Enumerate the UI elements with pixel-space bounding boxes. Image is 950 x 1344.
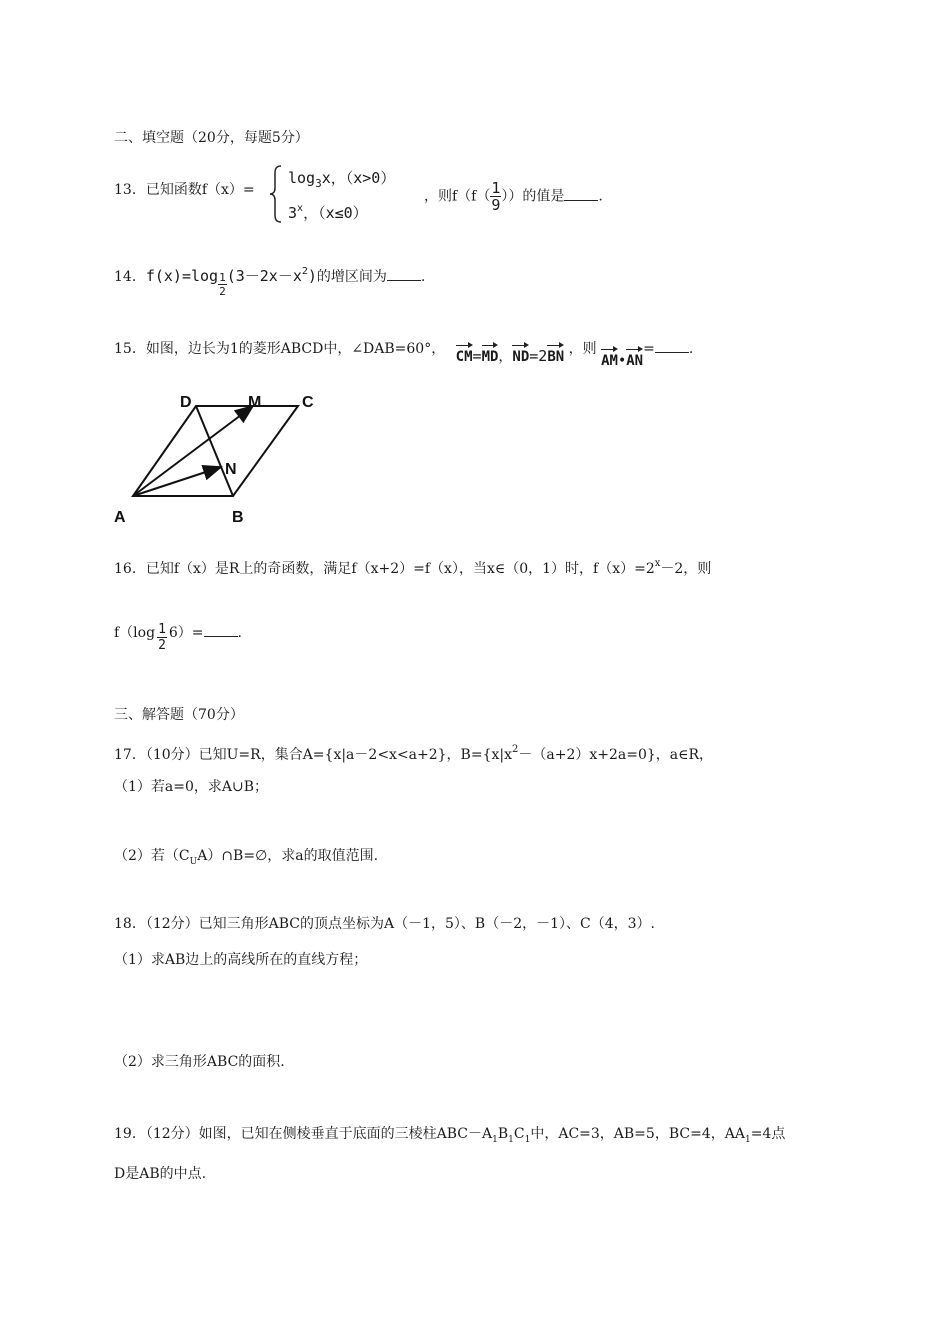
q16-frac-num: 1 (158, 622, 166, 637)
question-19-line-1 (114, 1124, 785, 1150)
label-a: A (114, 509, 126, 526)
q14-end: . (420, 269, 426, 285)
q16-log: f（log (114, 625, 156, 641)
q13-power-base: 3 (288, 204, 298, 222)
vector-cm: CM (455, 349, 473, 365)
q15-dot: • (617, 353, 627, 369)
q16-exp: x (654, 558, 661, 569)
q15-eq1: = (472, 347, 482, 365)
q13-case-1-rest: x，（x>0） (321, 169, 396, 187)
q19-b: B (497, 1126, 509, 1142)
q19-s4: 1 (744, 1135, 751, 1145)
q16-line2-b: 6）= (168, 625, 204, 641)
q14-answer-blank[interactable] (387, 266, 421, 281)
label-m: M (248, 394, 262, 411)
q16-end: . (237, 625, 242, 641)
q19-a: 19．（12分）如图，已知在侧棱垂直于底面的三棱柱ABC－A (114, 1126, 493, 1142)
q17-exp: 2 (512, 744, 519, 755)
q13-case-1 (288, 167, 395, 190)
arrow-am (133, 406, 253, 496)
q14-text: 的增区间为 (316, 269, 387, 285)
q17-part2-a: （2）若（C (114, 848, 190, 864)
q15-sep: ， (498, 349, 513, 365)
question-18-line-1: 18．（12分）已知三角形ABC的顶点坐标为A（－1，5）、B（－2，－1）、C（4，3）. (114, 916, 656, 932)
question-18-part-2: （2）求三角形ABC的面积. (114, 1054, 285, 1070)
q16-log-base (157, 622, 167, 653)
label-n: N (225, 461, 237, 478)
label-b: B (232, 509, 244, 526)
q13-tail (424, 180, 603, 213)
q13-mid: ，则f（f（ (424, 188, 491, 205)
vector-md: MD (481, 349, 499, 365)
q13-end: . (598, 188, 603, 205)
question-15 (114, 338, 693, 371)
question-19-line-2: D是AB的中点. (114, 1166, 207, 1182)
q13-prefix: 13．已知函数f（x）= (114, 182, 255, 198)
q15-eq2: =2 (529, 347, 548, 365)
q19-d: 中，AC=3，AB=5，BC=4，AA (530, 1126, 745, 1142)
q17-part2-b: A）∩B=∅，求a的取值范围. (197, 848, 379, 864)
question-17-line-1 (114, 740, 713, 765)
q13-brace (268, 164, 284, 224)
vector-an: AN (626, 353, 644, 369)
section-heading-answers: 三、解答题（70分） (114, 707, 244, 723)
question-18-part-1: （1）求AB边上的高线所在的直线方程； (114, 952, 368, 968)
q17-line1-end: －（a+2）x+2a=0}，a∈R， (518, 747, 714, 763)
q13-log: log (288, 169, 316, 187)
q14-base-num: 1 (219, 271, 226, 284)
q16-line1-end: －2，则 (660, 561, 712, 577)
q13-frac-num: 1 (491, 179, 501, 197)
q14-exp: 2 (301, 266, 308, 277)
q15-then: ，则 (568, 341, 597, 357)
q13-fraction (490, 180, 501, 213)
label-c: C (302, 394, 314, 411)
q14-number: 14． (114, 269, 146, 285)
q15-eq3: = (643, 341, 655, 357)
q14-log-base (218, 271, 227, 298)
question-14 (114, 262, 425, 298)
q15-vector-conditions (456, 346, 565, 367)
q13-frac-den: 9 (491, 196, 501, 214)
q17-line1: 17．（10分）已知U=R，集合A={x|a－2<x<a+2}，B={x|x (114, 747, 512, 763)
q13-case-2 (288, 202, 368, 223)
q19-e: =4点 (750, 1126, 786, 1142)
question-17-part-2 (114, 846, 378, 872)
q16-frac-den: 2 (158, 638, 166, 653)
q13-case-2-rest: ，（x≤0） (303, 204, 368, 222)
q17-part2-sub: U (189, 857, 198, 867)
vector-bn: BN (547, 349, 565, 365)
question-16-line-2 (114, 622, 242, 653)
section-heading-fill-in: 二、填空题（20分，每题5分） (114, 130, 309, 146)
vector-am: AM (601, 353, 618, 369)
arrow-an (133, 467, 221, 496)
q13-suffix: ））的值是 (501, 188, 565, 205)
question-17-part-1: （1）若a=0，求A∪B； (114, 779, 269, 795)
vector-nd: ND (512, 349, 530, 365)
q15-text: 15．如图，边长为1的菱形ABCD中，∠DAB=60°， (114, 341, 446, 357)
q14-expr-b: (3－2x－x (226, 267, 302, 285)
q14-expr-c: ) (307, 267, 317, 285)
q19-s3: 1 (524, 1135, 531, 1145)
q15-end: . (688, 341, 694, 357)
q14-expr-a: f(x)=log (145, 267, 219, 285)
rhombus-figure (108, 388, 338, 528)
q15-dot-product (601, 351, 643, 371)
q15-answer-blank[interactable] (655, 338, 689, 353)
q13-answer-blank[interactable] (564, 186, 598, 201)
diagonal-db (196, 406, 233, 496)
q19-s1: 1 (492, 1135, 498, 1145)
label-d: D (180, 394, 192, 411)
q16-answer-blank[interactable] (204, 622, 238, 637)
question-16-line-1 (114, 554, 711, 579)
q13-log-base: 3 (315, 177, 322, 190)
q16-line1: 16．已知f（x）是R上的奇函数，满足f（x+2）=f（x），当x∈（0，1）时，f（x）=2 (114, 561, 655, 577)
q14-base-den: 2 (219, 285, 226, 298)
q13-power-exp: x (297, 203, 304, 214)
q19-c: C (513, 1126, 525, 1142)
q19-s2: 1 (508, 1135, 514, 1145)
